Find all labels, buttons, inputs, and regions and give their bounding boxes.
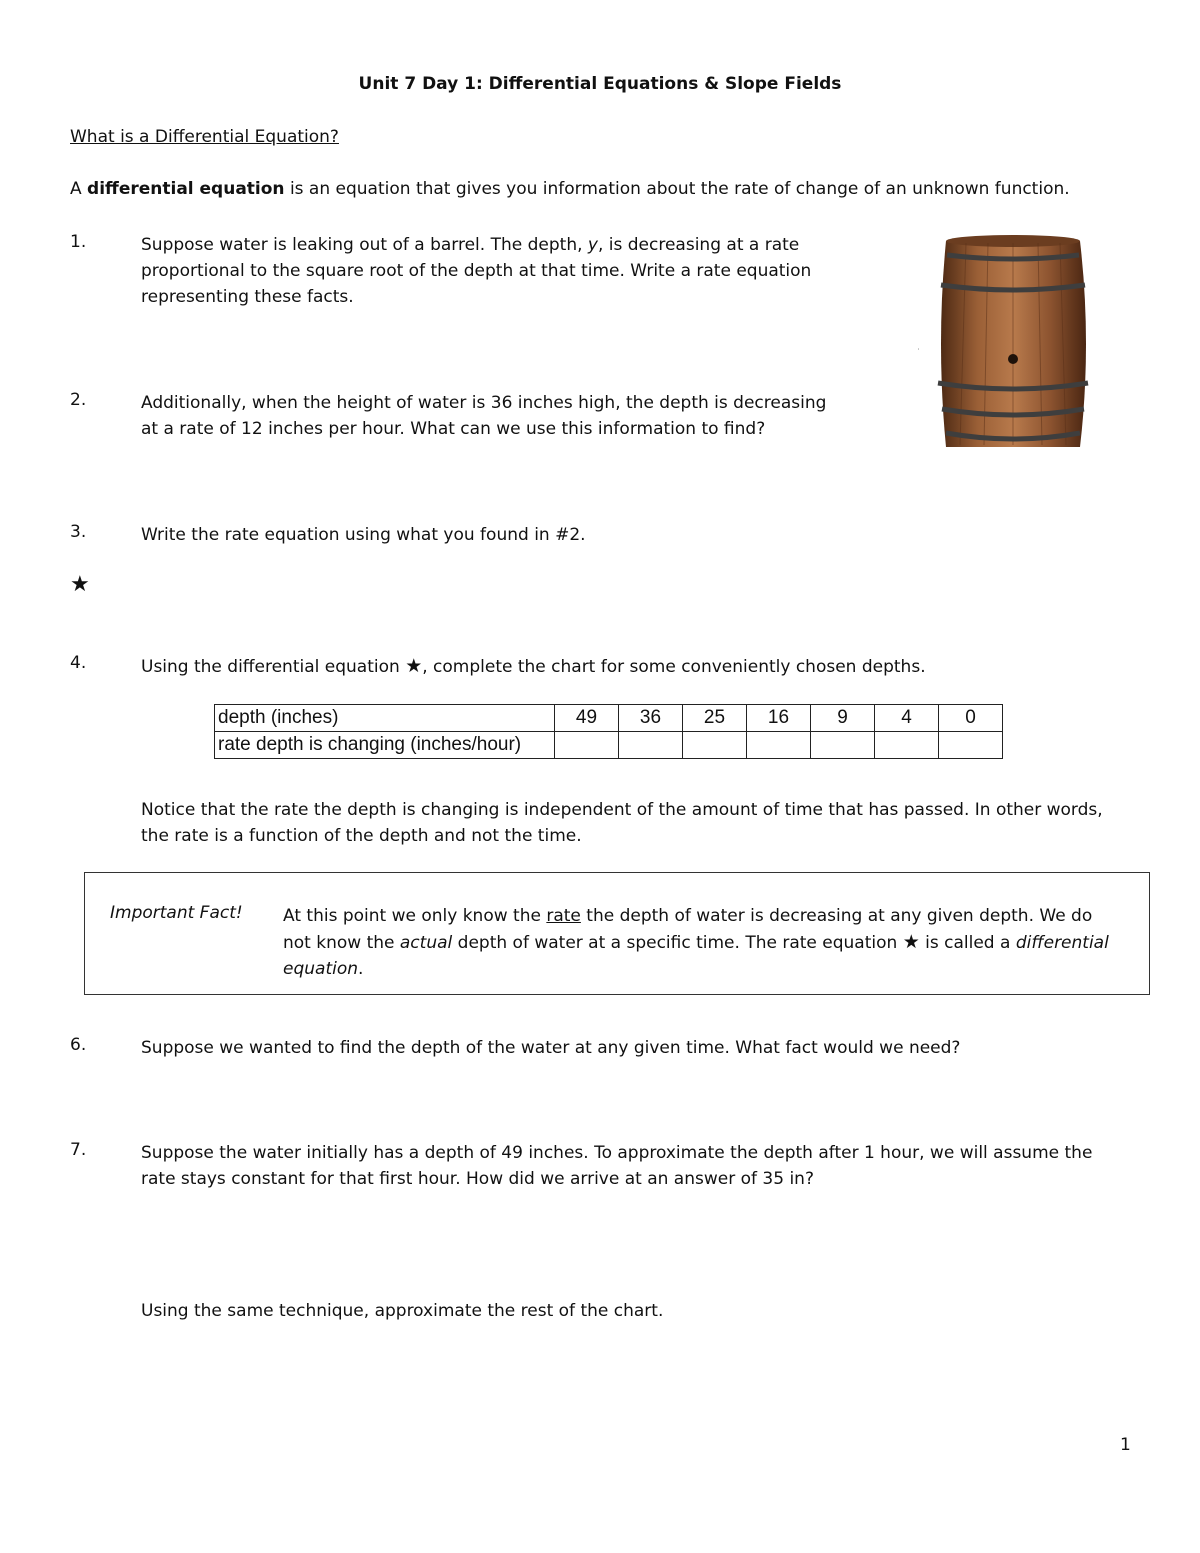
table-cell [811,732,875,759]
q6-text: Suppose we wanted to find the depth of the water at any given time. What fact would we need? [141,1038,961,1058]
notice-line2: the rate is a function of the depth and not the time. [141,826,582,846]
q4-number: 4. [70,653,87,673]
table-cell: 4 [875,705,939,732]
q7-number: 7. [70,1140,87,1160]
q1-line1: Suppose water is leaking out of a barrel. The depth, y, is decreasing at a rate [141,235,800,255]
table-cell: 25 [683,705,747,732]
row-label-depth: depth (inches) [215,705,555,732]
table-row [215,705,1003,732]
depth-rate-chart [214,704,1003,759]
intro-term: differential equation [87,179,285,199]
q1-text [141,232,811,310]
section-heading: What is a Differential Equation? [70,127,339,147]
table-cell: 36 [619,705,683,732]
q7-line1: Suppose the water initially has a depth of 49 inches. To approximate the depth after 1 hour, we will assume the [141,1143,1093,1163]
intro-paragraph [70,179,1150,199]
table-cell [683,732,747,759]
intro-rest: is an equation that gives you information about the rate of change of an unknown function. [289,179,1070,199]
q7-line2: rate stays constant for that first hour. How did we arrive at an answer of 35 in? [141,1169,814,1189]
table-cell: 49 [555,705,619,732]
q2-number: 2. [70,390,87,410]
table-cell: 16 [747,705,811,732]
row-label-rate: rate depth is changing (inches/hour) [215,732,555,759]
table-cell [875,732,939,759]
q4-text: Using the differential equation ★, complete the chart for some conveniently chosen depths. [141,655,926,677]
q7-text [141,1140,1092,1192]
star-icon: ★ [70,572,90,597]
notice-paragraph [141,797,1103,849]
q1-variable: y [587,235,598,255]
table-cell [555,732,619,759]
table-cell: 0 [939,705,1003,732]
star-icon: ★ [902,931,920,953]
table-cell [619,732,683,759]
q3-number: 3. [70,522,87,542]
closing-instruction: Using the same technique, approximate the rest of the chart. [141,1301,664,1321]
fact-label: Important Fact! [110,903,243,923]
q3-text: Write the rate equation using what you found in #2. [141,525,586,545]
page-number: 1 [1120,1435,1131,1455]
table-cell [747,732,811,759]
q1-number: 1. [70,232,87,252]
fact-line3: equation. [283,959,364,979]
fact-line1: At this point we only know the rate the depth of water is decreasing at any given depth. We do [283,906,1093,926]
q6-number: 6. [70,1035,87,1055]
table-cell [939,732,1003,759]
fact-line2: not know the actual depth of water at a specific time. The rate equation ★ is called a differential [283,931,1109,953]
page-title: Unit 7 Day 1: Differential Equations & Slope Fields [358,74,842,94]
star-icon: ★ [405,655,423,677]
fact-rate-word: rate [546,906,581,926]
table-cell: 9 [811,705,875,732]
barrel-image [918,233,1108,455]
notice-line1: Notice that the rate the depth is changing is independent of the amount of time that has passed. In other words, [141,800,1103,820]
intro-lead: A [70,179,82,199]
q2-line1: Additionally, when the height of water is 36 inches high, the depth is decreasing [141,393,827,413]
q2-line2: at a rate of 12 inches per hour. What can we use this information to find? [141,419,766,439]
fact-text [283,903,1143,982]
q1-line3: representing these facts. [141,287,354,307]
q2-text [141,390,826,442]
table-row [215,732,1003,759]
q1-line2: proportional to the square root of the depth at that time. Write a rate equation [141,261,812,281]
